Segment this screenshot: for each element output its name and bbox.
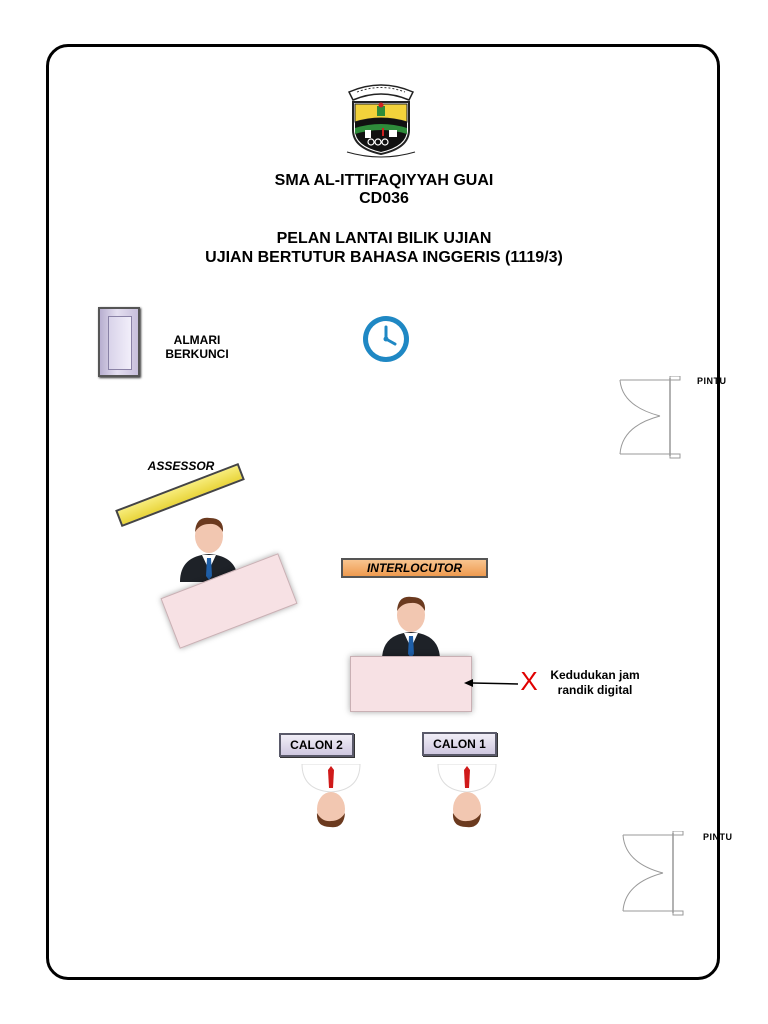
- cabinet-label-line2: BERKUNCI: [165, 347, 229, 361]
- exam-title: UJIAN BERTUTUR BAHASA INGGERIS (1119/3): [205, 249, 563, 266]
- interlocutor-label: INTERLOCUTOR: [341, 558, 488, 578]
- interlocutor-desk: [350, 656, 472, 712]
- door-label-bottom: PINTU: [703, 832, 733, 842]
- clock-icon: [360, 313, 412, 365]
- plan-title: PELAN LANTAI BILIK UJIAN: [276, 230, 492, 247]
- assessor-label: ASSESSOR: [147, 459, 215, 473]
- candidate1-label: CALON 1: [422, 732, 497, 756]
- school-name: SMA AL-ITTIFAQIYYAH GUAI: [274, 172, 494, 189]
- cabinet-icon: [98, 307, 140, 377]
- door-label-top: PINTU: [697, 376, 727, 386]
- clock-note-line2: randik digital: [557, 683, 633, 697]
- candidate2-label: CALON 2: [279, 733, 354, 757]
- clock-position-mark: X: [520, 666, 538, 696]
- arrow-icon: [464, 676, 520, 688]
- cabinet-label-line1: ALMARI: [173, 333, 221, 347]
- person-icon: [376, 592, 446, 660]
- school-code: CD036: [359, 190, 409, 207]
- clock-note-line1: Kedudukan jam: [550, 668, 640, 682]
- door-icon: [614, 376, 684, 460]
- door-icon: [617, 831, 687, 917]
- person-icon: [432, 764, 502, 832]
- person-icon: [296, 764, 366, 832]
- school-crest-icon: [343, 78, 419, 158]
